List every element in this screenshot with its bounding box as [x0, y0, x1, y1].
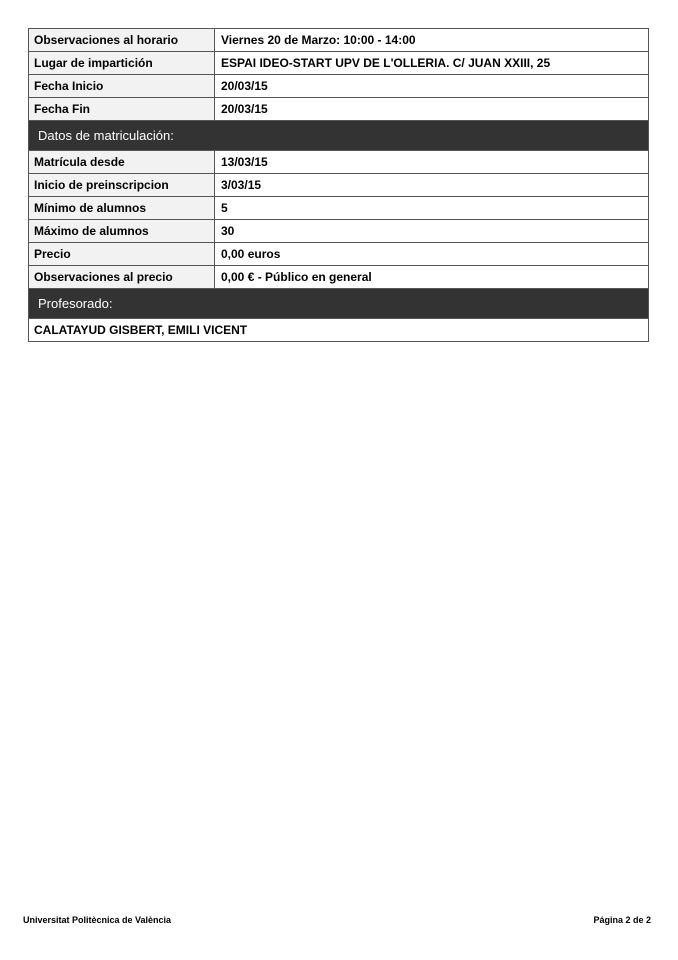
row-price-notes — [29, 266, 648, 289]
field-value: 3/03/15 — [221, 178, 262, 192]
field-value: 13/03/15 — [221, 155, 268, 169]
field-label: Observaciones al horario — [29, 29, 215, 51]
field-value: 20/03/15 — [221, 79, 268, 93]
field-label: Inicio de preinscripcion — [29, 174, 215, 196]
field-label: Precio — [29, 243, 215, 265]
row-price — [29, 243, 648, 266]
field-value: Viernes 20 de Marzo: 10:00 - 14:00 — [221, 33, 416, 47]
field-value: ESPAI IDEO-START UPV DE L'OLLERIA. C/ JUAN XXIII, 25 — [221, 56, 551, 70]
row-preregistration-start — [29, 174, 648, 197]
field-value: 0,00 euros — [221, 247, 281, 261]
field-value: 5 — [221, 201, 228, 215]
field-label: Fecha Inicio — [29, 75, 215, 97]
section-header-enrollment: Datos de matriculación: — [29, 121, 648, 151]
field-label: Máximo de alumnos — [29, 220, 215, 242]
row-location — [29, 52, 648, 75]
row-enrollment-from — [29, 151, 648, 174]
row-end-date — [29, 98, 648, 121]
faculty-name: CALATAYUD GISBERT, EMILI VICENT — [34, 323, 248, 337]
field-label: Mínimo de alumnos — [29, 197, 215, 219]
row-min-students — [29, 197, 648, 220]
row-max-students — [29, 220, 648, 243]
field-label: Lugar de impartición — [29, 52, 215, 74]
field-value: 30 — [221, 224, 235, 238]
field-value: 0,00 € - Público en general — [221, 270, 372, 284]
field-label: Observaciones al precio — [29, 266, 215, 288]
field-label: Matrícula desde — [29, 151, 215, 173]
field-label: Fecha Fin — [29, 98, 215, 120]
field-value: 20/03/15 — [221, 102, 268, 116]
row-start-date — [29, 75, 648, 98]
footer-page-number: Página 2 de 2 — [593, 915, 651, 925]
footer-institution: Universitat Politècnica de València — [23, 915, 172, 925]
section-header-faculty: Profesorado: — [29, 289, 648, 319]
course-details-table — [28, 28, 649, 342]
row-schedule-notes — [29, 29, 648, 52]
